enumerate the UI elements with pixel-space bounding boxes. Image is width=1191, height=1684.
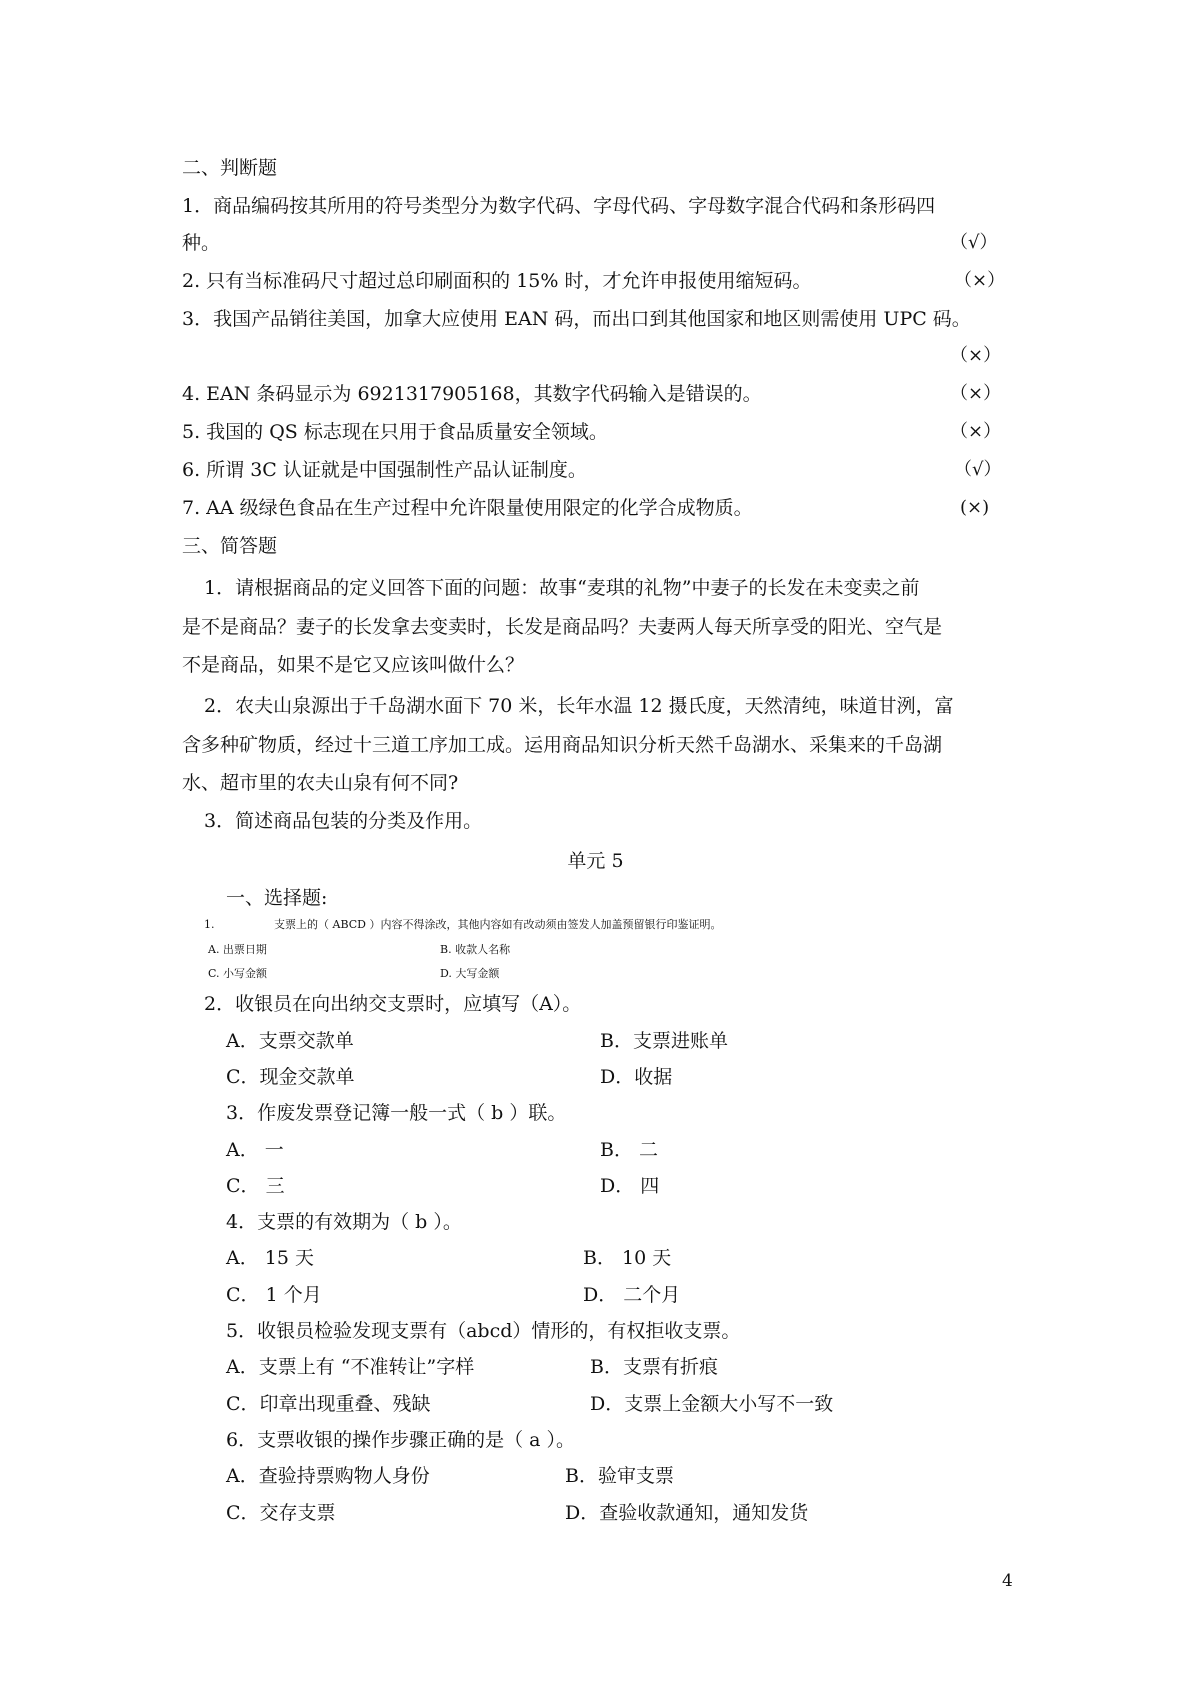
short-q2-line3: 水、超市里的农夫山泉有何不同?	[182, 772, 459, 794]
choice-q1-option-a: A. 出票日期	[208, 943, 267, 956]
judge-q1-mark: （√）	[950, 232, 998, 253]
choice-q4-option-c: C． 1 个月	[226, 1284, 322, 1306]
short-q1-line1: 1．请根据商品的定义回答下面的问题：故事“麦琪的礼物”中妻子的长发在未变卖之前	[204, 577, 920, 599]
choice-q2: 2．收银员在向出纳交支票时，应填写（A）。	[204, 993, 582, 1015]
short-q1-line2: 是不是商品？妻子的长发拿去变卖时，长发是商品吗？夫妻两人每天所享受的阳光、空气是	[182, 616, 943, 638]
choice-q1-number: 1.	[204, 918, 215, 931]
choice-q1-text: 支票上的（ ABCD ）内容不得涂改，其他内容如有改动须由签发人加盖预留银行印鉴证明。	[274, 918, 722, 931]
choice-q2-option-b: B．支票进账单	[600, 1030, 728, 1052]
choice-q1-option-b: B. 收款人名称	[440, 943, 511, 956]
choice-q5-option-a: A．支票上有 “不准转让”字样	[226, 1356, 475, 1378]
judge-q2: 2. 只有当标准码尺寸超过总印刷面积的 15% 时，才允许申报使用缩短码。	[182, 270, 812, 292]
choice-q3-option-d: D． 四	[600, 1175, 660, 1197]
choice-q4: 4．支票的有效期为（ b ）。	[226, 1211, 462, 1233]
choice-q4-option-b: B． 10 天	[583, 1247, 672, 1269]
choice-q4-option-d: D． 二个月	[583, 1284, 681, 1306]
unit-title: 单元 5	[567, 850, 624, 872]
judge-q1-line1: 1．商品编码按其所用的符号类型分为数字代码、字母代码、字母数字混合代码和条形码四	[182, 195, 936, 217]
choice-q6: 6．支票收银的操作步骤正确的是（ a ）。	[226, 1429, 575, 1451]
choice-heading: 一、选择题:	[226, 887, 328, 909]
judge-q6: 6. 所谓 3C 认证就是中国强制性产品认证制度。	[182, 459, 587, 481]
choice-q5-option-d: D．支票上金额大小写不一致	[590, 1393, 834, 1415]
judge-q5-mark: （×）	[950, 421, 1002, 442]
choice-q3-option-c: C． 三	[226, 1175, 285, 1197]
judge-q3-line1: 3．我国产品销往美国，加拿大应使用 EAN 码，而出口到其他国家和地区则需使用 UPC 码。	[182, 308, 971, 330]
choice-q3-option-a: A． 一	[226, 1139, 284, 1161]
choice-q1-option-d: D. 大写金额	[440, 967, 500, 980]
short-q1-line3: 不是商品，如果不是它又应该叫做什么？	[182, 654, 525, 676]
choice-q1-option-c: C. 小写金额	[208, 967, 268, 980]
choice-q5-option-b: B．支票有折痕	[590, 1356, 718, 1378]
short-heading: 三、简答题	[182, 535, 278, 557]
short-q2-line2: 含多种矿物质，经过十三道工序加工成。运用商品知识分析天然千岛湖水、采集来的千岛湖	[182, 734, 943, 756]
choice-q3-option-b: B． 二	[600, 1139, 659, 1161]
judge-q1-line2: 种。	[182, 232, 221, 254]
page-number: 4	[1002, 1571, 1013, 1591]
judge-q4-mark: （×）	[950, 383, 1002, 404]
judge-q7-mark: (×)	[960, 497, 990, 518]
choice-q2-option-d: D．收据	[600, 1066, 673, 1088]
choice-q6-option-d: D．查验收款通知，通知发货	[565, 1502, 809, 1524]
choice-q6-option-a: A．查验持票购物人身份	[226, 1465, 430, 1487]
choice-q2-option-c: C．现金交款单	[226, 1066, 355, 1088]
choice-q2-option-a: A．支票交款单	[226, 1030, 354, 1052]
judge-q5: 5. 我国的 QS 标志现在只用于食品质量安全领域。	[182, 421, 608, 443]
judge-heading: 二、判断题	[182, 157, 278, 179]
choice-q6-option-b: B．验审支票	[565, 1465, 674, 1487]
short-q2-line1: 2．农夫山泉源出于千岛湖水面下 70 米，长年水温 12 摄氏度，天然清纯，味道甘洌，富	[204, 695, 954, 717]
short-q3: 3．简述商品包装的分类及作用。	[204, 810, 483, 832]
choice-q4-option-a: A． 15 天	[226, 1247, 314, 1269]
judge-q3-mark: （×）	[950, 345, 1002, 366]
judge-q7: 7. AA 级绿色食品在生产过程中允许限量使用限定的化学合成物质。	[182, 497, 753, 519]
judge-q4: 4. EAN 条码显示为 6921317905168，其数字代码输入是错误的。	[182, 383, 762, 405]
choice-q5-option-c: C．印章出现重叠、残缺	[226, 1393, 431, 1415]
choice-q6-option-c: C．交存支票	[226, 1502, 336, 1524]
choice-q3: 3．作废发票登记簿一般一式（ b ）联。	[226, 1102, 567, 1124]
judge-q2-mark: （×）	[954, 270, 1006, 291]
choice-q5: 5．收银员检验发现支票有（abcd）情形的，有权拒收支票。	[226, 1320, 741, 1342]
judge-q6-mark: （√）	[954, 459, 1002, 480]
